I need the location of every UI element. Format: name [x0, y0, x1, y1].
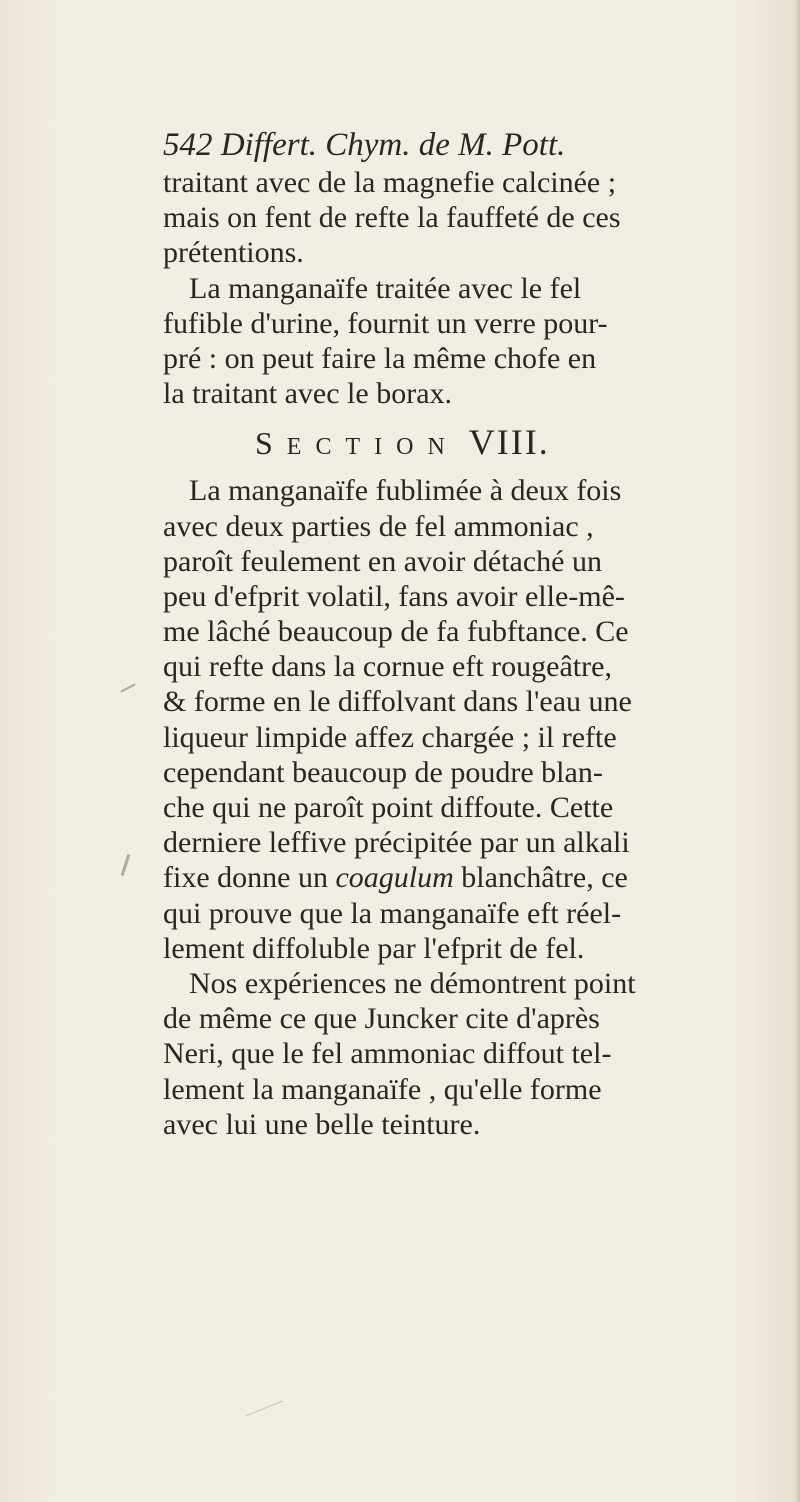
text-line [163, 860, 800, 895]
text-line: che qui ne paroît point diffoute. Cette [163, 791, 614, 824]
text-fragment: blanchâtre, ce [453, 861, 628, 895]
text-line: prétentions. [163, 236, 304, 270]
text-line: de même ce que Juncker cite d'après [163, 1002, 600, 1036]
running-title: Differt. Chym. de M. Pott. [220, 127, 566, 163]
text-line: Nos expériences ne démontrent point [189, 966, 636, 1000]
margin-smudge [121, 854, 131, 876]
text-line: cependant beaucoup de poudre blan- [163, 755, 603, 789]
text-line: pré : on peut faire la même chofe en [163, 341, 597, 375]
text-line: La manganaïfe traitée avec le fel [189, 271, 582, 305]
text-line: derniere leffive précipitée par un alkali [163, 826, 630, 860]
text-line: paroît feulement en avoir détaché un [163, 544, 602, 578]
text-line: traitant avec de la magnefie calcinée ; [163, 166, 617, 199]
latin-term: coagulum [335, 861, 454, 895]
text-line [163, 1142, 800, 1177]
text-line: avec lui une belle teinture. [163, 1107, 481, 1141]
paper-mark [245, 1401, 282, 1417]
running-header [163, 125, 800, 165]
text-line: & forme en le diffolvant dans l'eau une [163, 685, 632, 719]
section-heading [163, 411, 800, 473]
text-line: mais on fent de refte la fauffeté de ces [163, 201, 621, 235]
margin-smudge [120, 683, 135, 692]
text-line: lement diffoluble par l'efprit de fel. [163, 931, 585, 965]
text-line: Neri, que le fel ammoniac diffout tel- [163, 1037, 612, 1071]
section-heading-word: ECTION [286, 434, 459, 461]
text-line: me lâché beaucoup de fa fubftance. Ce [163, 615, 629, 649]
section-number: VIII. [468, 422, 550, 463]
text-line: fufible d'urine, fournit un verre pour- [163, 306, 608, 340]
page-number: 542 [163, 127, 213, 163]
text-line: la traitant avec le borax. [163, 377, 453, 411]
text-line: liqueur limpide affez chargée ; il refte [163, 720, 617, 754]
page-text [163, 125, 800, 1177]
section-heading-initial: S [255, 425, 287, 462]
text-line: lement la manganaïfe , qu'elle forme [163, 1072, 602, 1106]
text-line: qui refte dans la cornue eft rougeâtre, [163, 650, 612, 684]
text-fragment: fixe donne un [163, 861, 336, 895]
text-line: avec deux parties de fel ammoniac , [163, 509, 594, 543]
text-line: qui prouve que la manganaïfe eft réel- [163, 896, 622, 930]
text-line: La manganaïfe fublimée à deux fois [189, 474, 622, 508]
text-line: peu d'efprit volatil, fans avoir elle-mê- [163, 579, 625, 613]
